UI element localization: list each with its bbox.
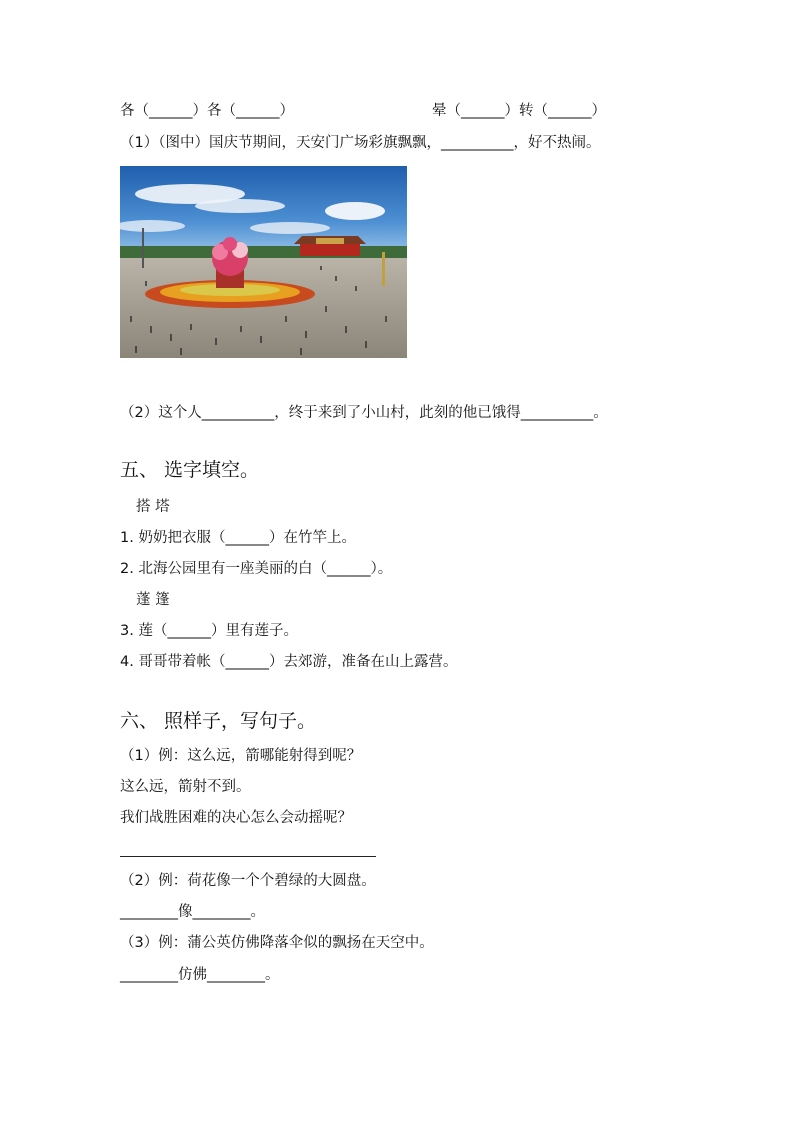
example-1: （1）例：这么远，箭哪能射得到呢？ [120,748,362,764]
section-5-item-1: 1. 奶奶把衣服（______）在竹竿上。 [120,530,356,546]
header-row-left: 各（______）各（______） [120,103,294,119]
example-3-task: ________仿佛________。 [120,967,280,983]
example-3: （3）例：蒲公英仿佛降落伞似的飘扬在天空中。 [120,935,434,951]
section-5-item-4: 4. 哥哥带着帐（______）去郊游，准备在山上露营。 [120,654,458,670]
example-2-task: ________像________。 [120,904,265,920]
header-row-right: 晕（______）转（______） [432,103,606,119]
char-pair-1: 搭 塔 [136,499,170,515]
example-1-answer: 这么远，箭射不到。 [120,779,251,795]
question-1: （1）（图中）国庆节期间，天安门广场彩旗飘飘，__________，好不热闹。 [120,135,601,151]
char-pair-2: 蓬 篷 [136,592,170,608]
section-6-title: 六、 照样子，写句子。 [120,710,317,732]
section-5-title: 五、 选字填空。 [120,459,260,481]
tiananmen-square-photo [120,166,407,358]
answer-line [120,856,376,857]
example-2: （2）例：荷花像一个个碧绿的大圆盘。 [120,873,376,889]
section-5-item-3: 3. 莲（______）里有莲子。 [120,623,298,639]
section-5-item-2: 2. 北海公园里有一座美丽的白（______）。 [120,561,393,577]
example-1-task: 我们战胜困难的决心怎么会动摇呢？ [120,810,352,826]
question-2: （2）这个人__________，终于来到了小山村，此刻的他已饿得__________。 [120,405,608,421]
